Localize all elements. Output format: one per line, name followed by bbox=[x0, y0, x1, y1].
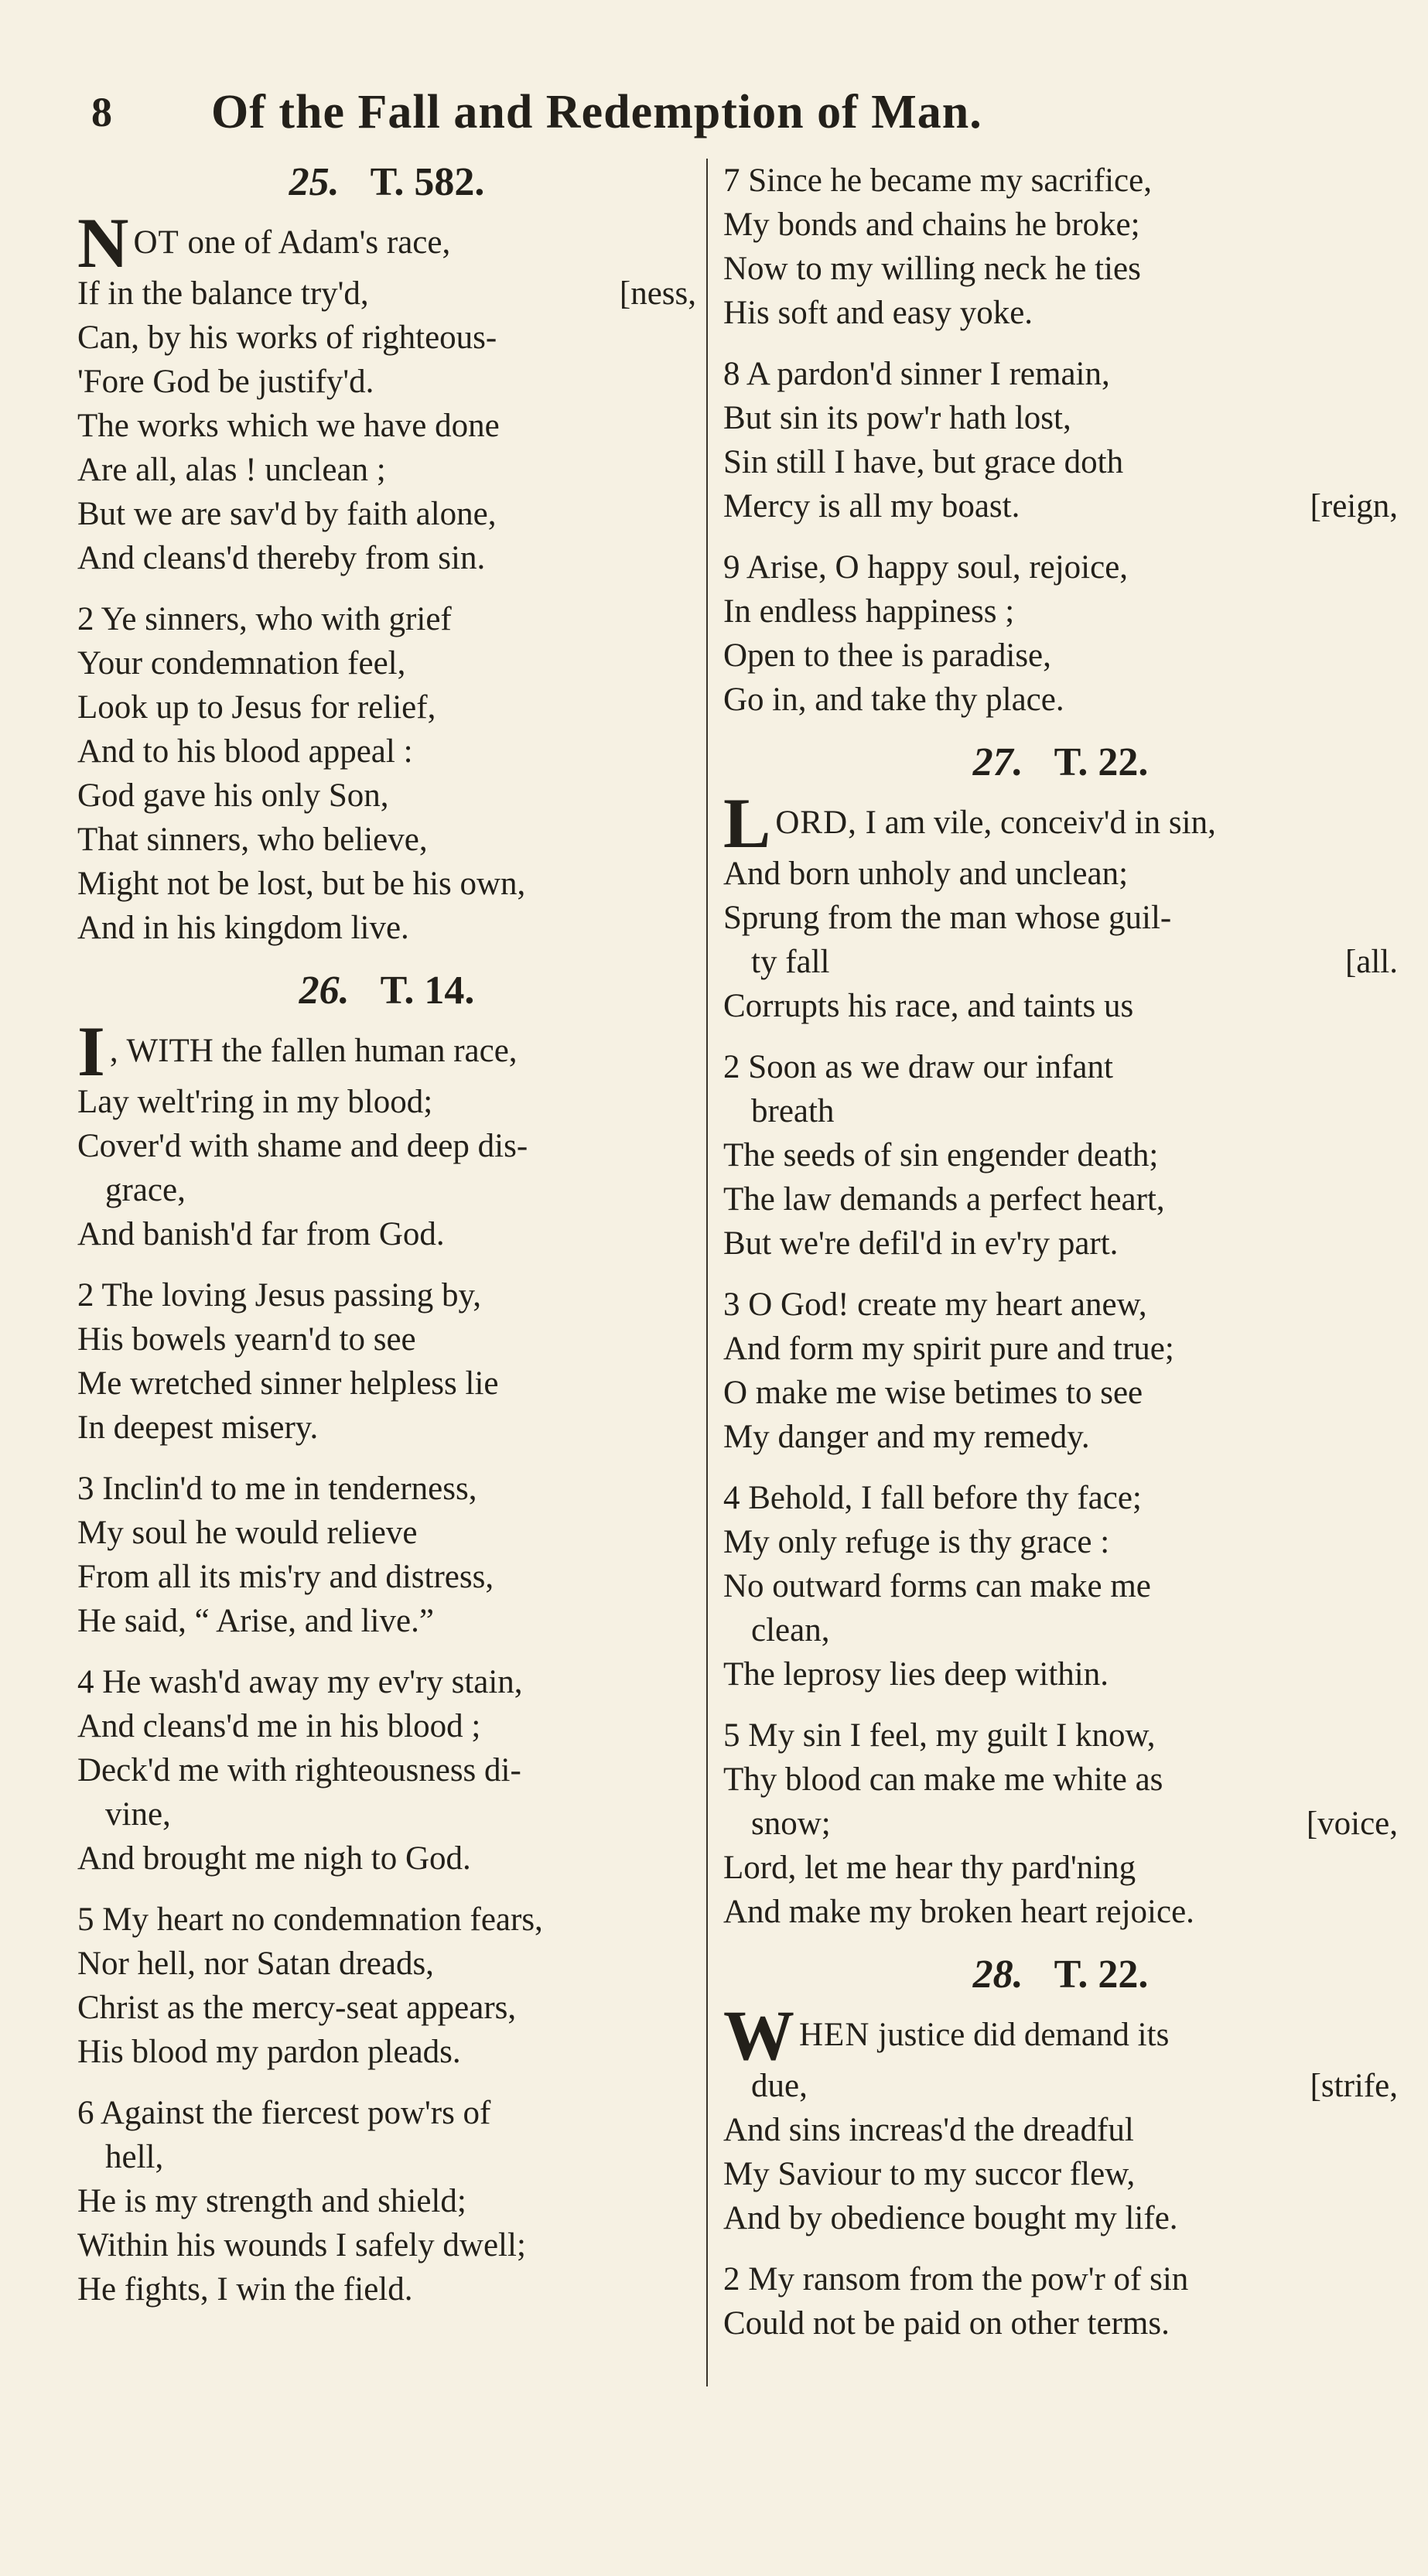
verse-line bbox=[77, 448, 696, 492]
verse-line bbox=[723, 1177, 1398, 1221]
line-text: I am vile, conceiv'd in sin, bbox=[856, 805, 1216, 841]
verse-line bbox=[77, 2223, 696, 2267]
verse-line bbox=[77, 685, 696, 729]
line-text: 4 Behold, I fall before thy face; bbox=[723, 1480, 1142, 1516]
line-text: Are all, alas ! unclean ; bbox=[77, 452, 386, 488]
verse-line bbox=[77, 1080, 696, 1124]
verse-line bbox=[723, 589, 1398, 634]
verse-line bbox=[77, 1836, 696, 1881]
turnover-word: [all. bbox=[1344, 944, 1398, 980]
stanza bbox=[723, 784, 1398, 1028]
stanza bbox=[77, 597, 696, 950]
verse-line bbox=[723, 352, 1398, 396]
line-text: He is my strength and shield; bbox=[77, 2183, 466, 2219]
line-text: Could not be paid on other terms. bbox=[723, 2305, 1170, 2342]
hymn bbox=[723, 739, 1398, 1934]
verse-line bbox=[723, 1802, 1398, 1846]
line-text: Thy blood can make me white as bbox=[723, 1761, 1163, 1798]
line-text: hell, bbox=[105, 2139, 164, 2175]
line-text: Open to thee is paradise, bbox=[723, 637, 1051, 674]
verse-line bbox=[77, 1792, 696, 1836]
verse-line bbox=[77, 1406, 696, 1450]
verse-line bbox=[77, 2091, 696, 2135]
line-text: The law demands a perfect heart, bbox=[723, 1181, 1165, 1218]
drop-cap: N bbox=[77, 203, 129, 282]
line-text: And in his kingdom live. bbox=[77, 910, 409, 946]
verse-line bbox=[77, 641, 696, 685]
column-divider bbox=[706, 159, 708, 2386]
line-text: And make my broken heart rejoice. bbox=[723, 1894, 1194, 1930]
line-text: From all its mis'ry and distress, bbox=[77, 1559, 494, 1595]
line-text: 2 Soon as we draw our infant bbox=[723, 1049, 1113, 1085]
line-text: My soul he would relieve bbox=[77, 1515, 418, 1551]
line-text: 7 Since he became my sacrifice, bbox=[723, 162, 1152, 199]
first-word: , bbox=[109, 1033, 119, 1069]
verse-line bbox=[77, 1511, 696, 1555]
stanza bbox=[723, 159, 1398, 335]
hymn-heading bbox=[77, 159, 696, 214]
stanza bbox=[77, 1660, 696, 1881]
hymn bbox=[77, 159, 696, 950]
first-word: ORD, bbox=[775, 805, 857, 841]
verse-line bbox=[723, 1327, 1398, 1371]
stanza bbox=[723, 1476, 1398, 1696]
verse-line bbox=[723, 2152, 1398, 2196]
line-text: ty fall bbox=[751, 944, 830, 980]
line-text: Nor hell, nor Satan dreads, bbox=[77, 1946, 434, 1982]
line-text: Lay welt'ring in my blood; bbox=[77, 1084, 433, 1120]
verse-line bbox=[723, 1089, 1398, 1133]
verse-line bbox=[723, 440, 1398, 484]
line-text: 9 Arise, O happy soul, rejoice, bbox=[723, 549, 1129, 586]
verse-line bbox=[723, 2257, 1398, 2301]
hymn-heading bbox=[77, 967, 696, 1023]
drop-cap: I bbox=[77, 1012, 105, 1091]
hymn-tune: T. 22. bbox=[1054, 740, 1149, 784]
line-text: 3 Inclin'd to me in tenderness, bbox=[77, 1471, 477, 1507]
verse-line bbox=[723, 1846, 1398, 1890]
line-text: Sin still I have, but grace doth bbox=[723, 444, 1124, 480]
line-text: Go in, and take thy place. bbox=[723, 682, 1064, 718]
line-text: His bowels yearn'd to see bbox=[77, 1321, 416, 1358]
verse-line bbox=[723, 1476, 1398, 1520]
line-text: Look up to Jesus for relief, bbox=[77, 689, 436, 726]
verse-line bbox=[723, 1133, 1398, 1177]
verse-line bbox=[77, 1942, 696, 1986]
line-text: O make me wise betimes to see bbox=[723, 1375, 1143, 1411]
line-text: But sin its pow'r hath lost, bbox=[723, 400, 1071, 436]
verse-line bbox=[723, 852, 1398, 896]
line-text: Now to my willing neck he ties bbox=[723, 251, 1141, 287]
line-text: 4 He wash'd away my ev'ry stain, bbox=[77, 1664, 523, 1700]
line-text: His blood my pardon pleads. bbox=[77, 2034, 461, 2070]
verse-line bbox=[723, 247, 1398, 291]
line-text: My only refuge is thy grace : bbox=[723, 1524, 1110, 1560]
line-text: 6 Against the fiercest pow'rs of bbox=[77, 2095, 491, 2131]
line-text: WITH the fallen human race, bbox=[118, 1033, 518, 1069]
verse-line bbox=[77, 1898, 696, 1942]
verse-line bbox=[77, 1555, 696, 1599]
line-text: vine, bbox=[105, 1796, 171, 1833]
verse-line bbox=[723, 984, 1398, 1028]
line-text: 3 O God! create my heart anew, bbox=[723, 1286, 1147, 1323]
drop-cap: W bbox=[723, 1996, 794, 2075]
hymn bbox=[77, 967, 696, 2311]
line-text: My danger and my remedy. bbox=[723, 1419, 1090, 1455]
verse-line bbox=[77, 1748, 696, 1792]
line-text: 8 A pardon'd sinner I remain, bbox=[723, 356, 1110, 392]
verse-line bbox=[77, 2267, 696, 2311]
hymn-tune: T. 582. bbox=[370, 160, 485, 204]
line-text: 'Fore God be justify'd. bbox=[77, 364, 374, 400]
line-text: Me wretched sinner helpless lie bbox=[77, 1365, 499, 1402]
right-column bbox=[723, 159, 1398, 2362]
line-text: And by obedience bought my life. bbox=[723, 2200, 1178, 2236]
verse-line bbox=[77, 1986, 696, 2030]
line-text: And born unholy and unclean; bbox=[723, 856, 1129, 892]
verse-line bbox=[77, 1660, 696, 1704]
verse-line bbox=[723, 940, 1398, 984]
verse-line bbox=[723, 2108, 1398, 2152]
line-text: Sprung from the man whose guil- bbox=[723, 900, 1172, 936]
line-text: And to his blood appeal : bbox=[77, 733, 413, 770]
first-word: HEN bbox=[799, 2017, 870, 2053]
line-text: God gave his only Son, bbox=[77, 777, 389, 814]
line-text: 2 Ye sinners, who with grief bbox=[77, 601, 452, 637]
line-text: In endless happiness ; bbox=[723, 593, 1015, 630]
line-text: But we're defil'd in ev'ry part. bbox=[723, 1225, 1119, 1262]
verse-line bbox=[77, 272, 696, 316]
line-text: Mercy is all my boast. bbox=[723, 488, 1020, 524]
verse-line bbox=[723, 2196, 1398, 2240]
verse-line bbox=[77, 316, 696, 360]
verse-line bbox=[723, 1283, 1398, 1327]
line-text: Your condemnation feel, bbox=[77, 645, 406, 682]
turnover-word: [reign, bbox=[1310, 488, 1398, 524]
line-text: My Saviour to my succor flew, bbox=[723, 2156, 1136, 2192]
hymn-heading bbox=[723, 739, 1398, 794]
verse-line bbox=[723, 1713, 1398, 1758]
verse-line bbox=[723, 1996, 1398, 2075]
stanza bbox=[723, 1283, 1398, 1459]
verse-line bbox=[77, 492, 696, 536]
line-text: Corrupts his race, and taints us bbox=[723, 988, 1134, 1024]
page-header bbox=[91, 77, 1391, 147]
running-title: Of the Fall and Redemption of Man. bbox=[211, 85, 982, 138]
verse-line bbox=[77, 2030, 696, 2074]
line-text: The works which we have done bbox=[77, 408, 500, 444]
verse-line bbox=[77, 774, 696, 818]
turnover-word: [strife, bbox=[1310, 2068, 1398, 2104]
verse-line bbox=[723, 1045, 1398, 1089]
line-text: Can, by his works of righteous- bbox=[77, 319, 497, 356]
line-text: And sins increas'd the dreadful bbox=[723, 2112, 1134, 2148]
line-text: He fights, I win the field. bbox=[77, 2271, 413, 2308]
verse-line bbox=[77, 1599, 696, 1643]
verse-line bbox=[723, 1564, 1398, 1608]
line-text: That sinners, who believe, bbox=[77, 822, 428, 858]
stanza bbox=[723, 1045, 1398, 1266]
verse-line bbox=[723, 634, 1398, 678]
line-text: Cover'd with shame and deep dis- bbox=[77, 1128, 528, 1164]
line-text: Christ as the mercy-seat appears, bbox=[77, 1990, 517, 2026]
hymn-tune: T. 14. bbox=[380, 969, 475, 1013]
line-text: breath bbox=[751, 1093, 835, 1129]
verse-line bbox=[77, 1273, 696, 1317]
hymn-tune: T. 22. bbox=[1054, 1952, 1149, 1997]
verse-line bbox=[77, 404, 696, 448]
hymn-number: 25. bbox=[289, 160, 340, 204]
verse-line bbox=[77, 536, 696, 580]
stanza bbox=[723, 545, 1398, 722]
stanza bbox=[723, 352, 1398, 528]
line-text: Deck'd me with righteousness di- bbox=[77, 1752, 521, 1789]
line-text: And banish'd far from God. bbox=[77, 1216, 445, 1252]
verse-line bbox=[723, 545, 1398, 589]
line-text: His soft and easy yoke. bbox=[723, 295, 1033, 331]
verse-line bbox=[77, 1168, 696, 1212]
line-text: one of Adam's race, bbox=[179, 224, 451, 261]
line-text: And brought me nigh to God. bbox=[77, 1840, 471, 1877]
line-text: No outward forms can make me bbox=[723, 1568, 1151, 1604]
verse-line bbox=[77, 203, 696, 282]
verse-line bbox=[723, 484, 1398, 528]
line-text: The leprosy lies deep within. bbox=[723, 1656, 1109, 1693]
verse-line bbox=[723, 678, 1398, 722]
line-text: clean, bbox=[751, 1612, 830, 1648]
stanza bbox=[77, 1467, 696, 1643]
page-number: 8 bbox=[91, 89, 112, 135]
line-text: If in the balance try'd, bbox=[77, 275, 369, 312]
verse-line bbox=[77, 729, 696, 774]
hymn-number: 26. bbox=[299, 969, 350, 1013]
line-text: Lord, let me hear thy pard'ning bbox=[723, 1850, 1136, 1886]
verse-line bbox=[723, 1652, 1398, 1696]
stanza bbox=[77, 1273, 696, 1450]
first-word: OT bbox=[133, 224, 179, 261]
verse-line bbox=[77, 1012, 696, 1091]
verse-line bbox=[723, 159, 1398, 203]
stanza bbox=[723, 2257, 1398, 2345]
verse-line bbox=[723, 896, 1398, 940]
stanza bbox=[723, 1713, 1398, 1934]
verse-line bbox=[77, 2135, 696, 2179]
line-text: And cleans'd me in his blood ; bbox=[77, 1708, 481, 1744]
verse-line bbox=[77, 1317, 696, 1361]
hymn-heading bbox=[723, 1951, 1398, 2007]
verse-line bbox=[723, 1371, 1398, 1415]
verse-line bbox=[723, 2301, 1398, 2345]
verse-line bbox=[723, 1758, 1398, 1802]
line-text: 5 My sin I feel, my guilt I know, bbox=[723, 1717, 1156, 1754]
line-text: 5 My heart no condemnation fears, bbox=[77, 1901, 543, 1938]
line-text: justice did demand its bbox=[869, 2017, 1170, 2053]
verse-line bbox=[723, 1520, 1398, 1564]
verse-line bbox=[77, 862, 696, 906]
verse-line bbox=[77, 1212, 696, 1256]
stanza bbox=[77, 1012, 696, 1256]
verse-line bbox=[77, 818, 696, 862]
line-text: But we are sav'd by faith alone, bbox=[77, 496, 497, 532]
verse-line bbox=[723, 1608, 1398, 1652]
line-text: Within his wounds I safely dwell; bbox=[77, 2227, 526, 2263]
line-text: grace, bbox=[105, 1172, 186, 1208]
verse-line bbox=[77, 1704, 696, 1748]
hymn bbox=[723, 159, 1398, 722]
hymn-number: 28. bbox=[972, 1952, 1023, 1997]
line-text: In deepest misery. bbox=[77, 1409, 319, 1446]
verse-line bbox=[723, 1221, 1398, 1266]
line-text: 2 The loving Jesus passing by, bbox=[77, 1277, 481, 1314]
stanza bbox=[77, 2091, 696, 2311]
left-column bbox=[77, 159, 696, 2328]
verse-line bbox=[77, 2179, 696, 2223]
stanza bbox=[723, 1996, 1398, 2240]
line-text: And cleans'd thereby from sin. bbox=[77, 540, 486, 576]
stanza bbox=[77, 1898, 696, 2074]
line-text: 2 My ransom from the pow'r of sin bbox=[723, 2261, 1189, 2298]
line-text: My bonds and chains he broke; bbox=[723, 207, 1140, 243]
line-text: snow; bbox=[751, 1806, 831, 1842]
verse-line bbox=[723, 2064, 1398, 2108]
verse-line bbox=[723, 784, 1398, 863]
line-text: Might not be lost, but be his own, bbox=[77, 866, 526, 902]
hymn bbox=[723, 1951, 1398, 2345]
verse-line bbox=[77, 597, 696, 641]
verse-line bbox=[77, 1467, 696, 1511]
line-text: due, bbox=[751, 2068, 808, 2104]
turnover-word: [voice, bbox=[1306, 1806, 1398, 1842]
stanza bbox=[77, 203, 696, 580]
turnover-word: [ness, bbox=[619, 275, 696, 312]
verse-line bbox=[77, 1124, 696, 1168]
verse-line bbox=[77, 1361, 696, 1406]
verse-line bbox=[723, 1890, 1398, 1934]
verse-line bbox=[723, 1415, 1398, 1459]
verse-line bbox=[723, 291, 1398, 335]
line-text: He said, “ Arise, and live.” bbox=[77, 1603, 434, 1639]
verse-line bbox=[723, 396, 1398, 440]
verse-line bbox=[77, 360, 696, 404]
line-text: And form my spirit pure and true; bbox=[723, 1331, 1174, 1367]
drop-cap: L bbox=[723, 784, 771, 863]
hymn-number: 27. bbox=[972, 740, 1023, 784]
verse-line bbox=[723, 203, 1398, 247]
line-text: The seeds of sin engender death; bbox=[723, 1137, 1159, 1174]
verse-line bbox=[77, 906, 696, 950]
